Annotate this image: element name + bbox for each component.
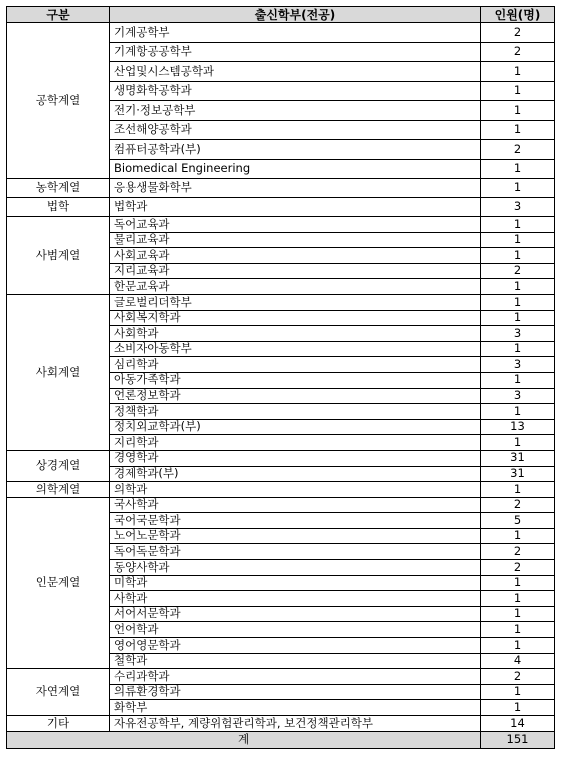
department-cell: 수리과학과	[110, 669, 481, 685]
count-cell: 3	[481, 388, 555, 404]
table-body	[7, 23, 555, 732]
department-cell: 정치외교학과(부)	[110, 419, 481, 435]
category-cell: 공학계열	[7, 23, 110, 179]
count-cell: 1	[481, 528, 555, 544]
count-cell: 3	[481, 357, 555, 373]
count-cell: 5	[481, 513, 555, 529]
department-cell: 조선해양공학과	[110, 120, 481, 140]
count-cell: 1	[481, 310, 555, 326]
category-cell: 인문계열	[7, 497, 110, 669]
count-cell: 1	[481, 120, 555, 140]
table-row	[7, 669, 555, 685]
count-cell: 2	[481, 669, 555, 685]
count-cell: 31	[481, 466, 555, 482]
category-cell: 기타	[7, 716, 110, 732]
table-row	[7, 716, 555, 732]
count-cell: 13	[481, 419, 555, 435]
count-cell: 1	[481, 294, 555, 310]
department-cell: 사회학과	[110, 326, 481, 342]
department-cell: 법학과	[110, 198, 481, 217]
table-row	[7, 23, 555, 43]
table-row	[7, 179, 555, 198]
count-cell: 2	[481, 497, 555, 513]
count-cell: 2	[481, 560, 555, 576]
count-cell: 2	[481, 544, 555, 560]
count-cell: 1	[481, 482, 555, 498]
department-cell: 기계항공공학부	[110, 42, 481, 62]
table-row	[7, 482, 555, 498]
count-cell: 2	[481, 140, 555, 160]
count-cell: 2	[481, 263, 555, 279]
department-cell: 경영학과	[110, 450, 481, 466]
department-cell: 국사학과	[110, 497, 481, 513]
table-row	[7, 198, 555, 217]
count-cell: 3	[481, 326, 555, 342]
department-cell: 컴퓨터공학과(부)	[110, 140, 481, 160]
count-cell: 1	[481, 279, 555, 295]
count-cell: 1	[481, 435, 555, 451]
graduates-table	[6, 6, 555, 749]
table-row	[7, 217, 555, 233]
table-container	[6, 6, 554, 749]
header-count: 인원(명)	[481, 7, 555, 23]
count-cell: 1	[481, 575, 555, 591]
department-cell: 영어영문학과	[110, 638, 481, 654]
count-cell: 1	[481, 159, 555, 179]
table-row	[7, 497, 555, 513]
department-cell: 국어국문학과	[110, 513, 481, 529]
count-cell: 2	[481, 23, 555, 43]
department-cell: Biomedical Engineering	[110, 159, 481, 179]
count-cell: 1	[481, 62, 555, 82]
category-cell: 법학	[7, 198, 110, 217]
count-cell: 1	[481, 606, 555, 622]
department-cell: 지리학과	[110, 435, 481, 451]
count-cell: 1	[481, 700, 555, 716]
department-cell: 독어교육과	[110, 217, 481, 233]
table-row	[7, 294, 555, 310]
count-cell: 1	[481, 591, 555, 607]
count-cell: 1	[481, 81, 555, 101]
category-cell: 상경계열	[7, 450, 110, 481]
department-cell: 응용생물화학부	[110, 179, 481, 198]
header-department: 출신학부(전공)	[110, 7, 481, 23]
department-cell: 글로벌리더학부	[110, 294, 481, 310]
count-cell: 1	[481, 372, 555, 388]
category-cell: 의학계열	[7, 482, 110, 498]
count-cell: 1	[481, 341, 555, 357]
department-cell: 언론정보학과	[110, 388, 481, 404]
department-cell: 독어독문학과	[110, 544, 481, 560]
department-cell: 미학과	[110, 575, 481, 591]
count-cell: 4	[481, 653, 555, 669]
department-cell: 노어노문학과	[110, 528, 481, 544]
department-cell: 물리교육과	[110, 232, 481, 248]
count-cell: 2	[481, 42, 555, 62]
department-cell: 전기·정보공학부	[110, 101, 481, 121]
category-cell: 농학계열	[7, 179, 110, 198]
count-cell: 1	[481, 404, 555, 420]
count-cell: 1	[481, 232, 555, 248]
count-cell: 3	[481, 198, 555, 217]
header-category: 구분	[7, 7, 110, 23]
department-cell: 사회교육과	[110, 248, 481, 264]
department-cell: 언어학과	[110, 622, 481, 638]
header-row	[7, 7, 555, 23]
count-cell: 1	[481, 179, 555, 198]
department-cell: 기계공학부	[110, 23, 481, 43]
category-cell: 사범계열	[7, 217, 110, 295]
total-label: 계	[7, 731, 481, 748]
category-cell: 사회계열	[7, 294, 110, 450]
count-cell: 1	[481, 217, 555, 233]
department-cell: 심리학과	[110, 357, 481, 373]
department-cell: 생명화학공학과	[110, 81, 481, 101]
count-cell: 1	[481, 248, 555, 264]
department-cell: 경제학과(부)	[110, 466, 481, 482]
department-cell: 소비자아동학부	[110, 341, 481, 357]
department-cell: 철학과	[110, 653, 481, 669]
department-cell: 의학과	[110, 482, 481, 498]
department-cell: 아동가족학과	[110, 372, 481, 388]
count-cell: 1	[481, 622, 555, 638]
department-cell: 의류환경학과	[110, 684, 481, 700]
department-cell: 사학과	[110, 591, 481, 607]
department-cell: 정책학과	[110, 404, 481, 420]
count-cell: 1	[481, 684, 555, 700]
category-cell: 자연계열	[7, 669, 110, 716]
department-cell: 동양사학과	[110, 560, 481, 576]
table-row	[7, 450, 555, 466]
department-cell: 지리교육과	[110, 263, 481, 279]
department-cell: 화학부	[110, 700, 481, 716]
count-cell: 14	[481, 716, 555, 732]
department-cell: 사회복지학과	[110, 310, 481, 326]
count-cell: 1	[481, 638, 555, 654]
total-count: 151	[481, 731, 555, 748]
department-cell: 자유전공학부, 계량위험관리학과, 보건정책관리학부	[110, 716, 481, 732]
department-cell: 산업및시스템공학과	[110, 62, 481, 82]
department-cell: 서어서문학과	[110, 606, 481, 622]
count-cell: 1	[481, 101, 555, 121]
department-cell: 한문교육과	[110, 279, 481, 295]
count-cell: 31	[481, 450, 555, 466]
total-row	[7, 731, 555, 748]
